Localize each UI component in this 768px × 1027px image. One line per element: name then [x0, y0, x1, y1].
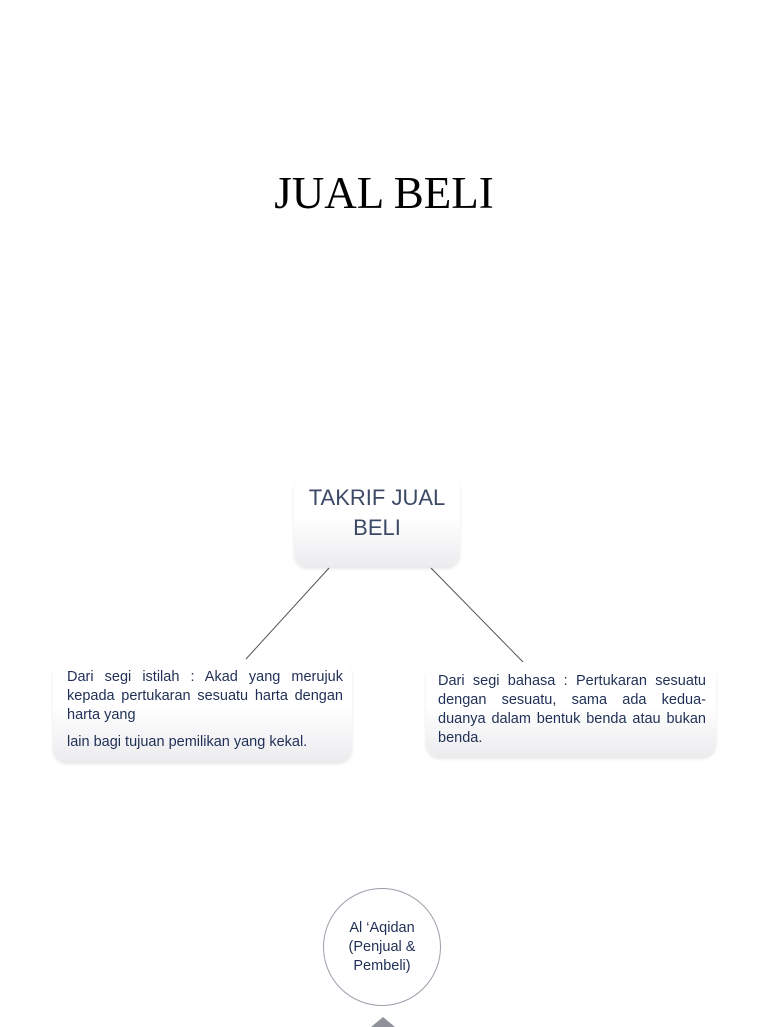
page-title: JUAL BELI [274, 168, 494, 218]
connector-line-left [246, 568, 329, 659]
arrow-up-icon [371, 1017, 395, 1027]
circle-node-al-aqidan [323, 888, 441, 1006]
node-segi-istilah [53, 660, 352, 762]
root-node-takrif-jual-beli [294, 476, 460, 567]
root-node-label: TAKRIF JUAL BELI [308, 485, 446, 540]
node-segi-istilah-text: Dari segi istilah : Akad yang merujuk kepada pertukaran sesuatu harta dengan harta yang [67, 669, 343, 723]
node-segi-bahasa-text: Dari segi bahasa : Pertukaran sesuatu dengan sesuatu, sama ada kedua-duanya dalam bentuk benda atau bukan benda. [438, 673, 706, 746]
node-segi-istilah-text-continued: lain bagi tujuan pemilikan yang kekal. [67, 734, 308, 750]
circle-node-label: Al ‘Aqidan (Penjual & Pembeli) [348, 920, 416, 974]
node-segi-bahasa [426, 664, 716, 757]
connector-line-right [431, 568, 523, 662]
